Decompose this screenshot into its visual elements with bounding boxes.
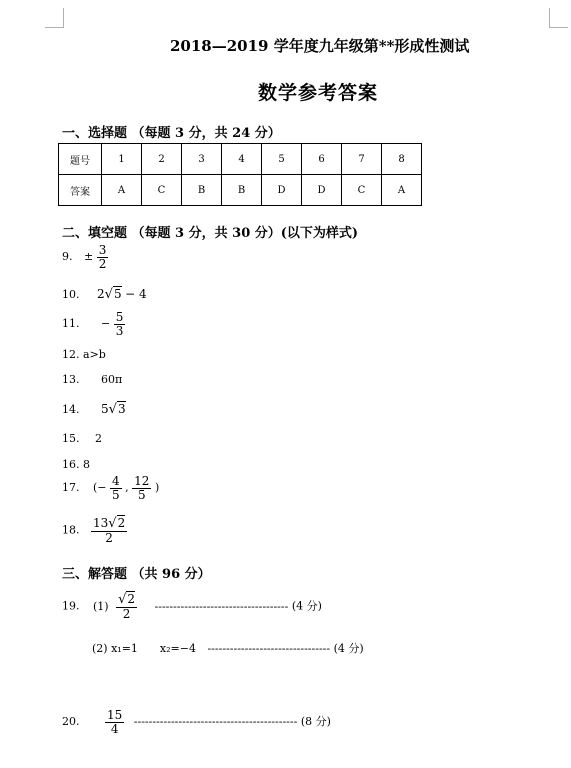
cell-number: 4 <box>222 144 262 175</box>
numerator: 12 <box>134 474 150 488</box>
cell-answer: D <box>262 175 302 206</box>
points: (4 分) <box>291 599 322 613</box>
answer-q14 <box>62 402 126 417</box>
cell-number: 2 <box>142 144 182 175</box>
q-label: 15. <box>62 432 80 445</box>
fraction-1 <box>110 475 122 501</box>
q-label: 17. <box>62 481 80 495</box>
cell-answer: C <box>342 175 382 206</box>
cell-answer: A <box>102 175 142 206</box>
exam-title: 2018—2019 学年度九年级第**形成性测试 <box>170 37 470 55</box>
radicand: 5 <box>113 287 122 301</box>
row-head-number: 题号 <box>59 144 102 175</box>
numerator: 15 <box>107 708 123 722</box>
dashed-leader: --------------------------------- <box>207 642 331 655</box>
crop-mark-top-left-h <box>45 27 64 28</box>
section-heading-fill: 二、填空题 （每题 3 分，共 30 分）(以下为样式) <box>62 226 359 241</box>
answer-q18 <box>62 517 127 544</box>
denominator: 2 <box>105 530 113 545</box>
page-title: 数学参考答案 <box>258 82 379 104</box>
answer-q17 <box>62 475 159 501</box>
answer-q10 <box>62 287 147 302</box>
points: (4 分) <box>333 642 364 655</box>
crop-mark-top-right-h <box>549 27 568 28</box>
denominator: 2 <box>122 606 131 621</box>
part-label: (2) x₁=1 x₂=−4 <box>92 642 196 655</box>
q-label: 20. <box>62 715 80 729</box>
answer-q16: 16. 8 <box>62 458 90 471</box>
q-label: 11. <box>62 317 80 331</box>
numerator <box>91 517 127 532</box>
answer-q11 <box>62 311 125 337</box>
q-label: 14. <box>62 403 80 416</box>
radicand: 3 <box>117 402 126 416</box>
plus-minus: ± <box>84 250 94 264</box>
cell-number: 3 <box>182 144 222 175</box>
answer-q19-part2 <box>92 640 422 656</box>
separator: , <box>125 481 129 495</box>
denominator: 5 <box>112 487 120 502</box>
answer-q19-part1 <box>62 593 422 620</box>
denominator: 4 <box>110 721 119 736</box>
coefficient: 13 <box>93 516 109 530</box>
fraction <box>114 311 126 337</box>
cell-number: 8 <box>382 144 422 175</box>
denominator: 2 <box>98 256 107 271</box>
radical-sign: √ <box>108 402 117 417</box>
section-heading-choice: 一、选择题 （每题 3 分，共 24 分） <box>62 126 281 141</box>
answer-q9 <box>62 244 108 270</box>
fraction <box>105 709 124 735</box>
denominator: 3 <box>115 323 124 338</box>
cell-answer: A <box>382 175 422 206</box>
answer-value: 2 <box>95 432 102 445</box>
cell-answer: B <box>222 175 262 206</box>
answer-value: 60π <box>101 373 123 386</box>
answer-q12: 12. a>b <box>62 348 106 361</box>
q-label: 9. <box>62 250 73 264</box>
cell-number: 1 <box>102 144 142 175</box>
part-label: (1) <box>93 599 109 613</box>
radical-sign: √ <box>104 287 113 302</box>
q-label: 18. <box>62 523 80 537</box>
fraction <box>91 517 127 544</box>
cell-number: 6 <box>302 144 342 175</box>
dashed-leader: ------------------------------------ <box>154 599 289 613</box>
dashed-leader: -------------------------------------------- <box>133 715 298 729</box>
answer-q13 <box>62 373 122 386</box>
coefficient: 2 <box>97 287 105 301</box>
cell-answer: B <box>182 175 222 206</box>
fraction-2 <box>132 475 151 501</box>
minus-sign: − <box>101 317 111 331</box>
close-paren: ) <box>154 481 160 495</box>
answer-q15 <box>62 432 102 445</box>
table-row-numbers <box>59 144 422 175</box>
answer-table <box>58 143 422 206</box>
table-row-answers <box>59 175 422 206</box>
q-label: 19. <box>62 599 80 613</box>
denominator: 5 <box>137 487 146 502</box>
cell-answer: C <box>142 175 182 206</box>
radical-sign: √ <box>118 592 127 607</box>
coefficient: 5 <box>101 402 109 416</box>
cell-number: 5 <box>262 144 302 175</box>
section-heading-solve: 三、解答题 （共 96 分） <box>62 567 211 582</box>
fraction <box>116 593 137 620</box>
answer-q20 <box>62 709 422 735</box>
points: (8 分) <box>300 715 331 729</box>
cell-answer: D <box>302 175 342 206</box>
radicand: 2 <box>117 516 126 530</box>
numerator: 3 <box>98 243 107 257</box>
q-label: 13. <box>62 373 80 386</box>
fraction <box>97 244 109 270</box>
row-head-answer: 答案 <box>59 175 102 206</box>
numerator: 5 <box>115 310 124 324</box>
cell-number: 7 <box>342 144 382 175</box>
numerator: 4 <box>112 474 120 488</box>
q-label: 10. <box>62 288 80 301</box>
crop-mark-top-right-v <box>549 8 550 28</box>
open-paren: (− <box>93 481 107 495</box>
radicand: 2 <box>127 592 136 606</box>
crop-mark-top-left-v <box>63 8 64 28</box>
tail: − 4 <box>125 287 147 301</box>
radical-sign: √ <box>108 516 117 531</box>
numerator <box>116 593 137 608</box>
